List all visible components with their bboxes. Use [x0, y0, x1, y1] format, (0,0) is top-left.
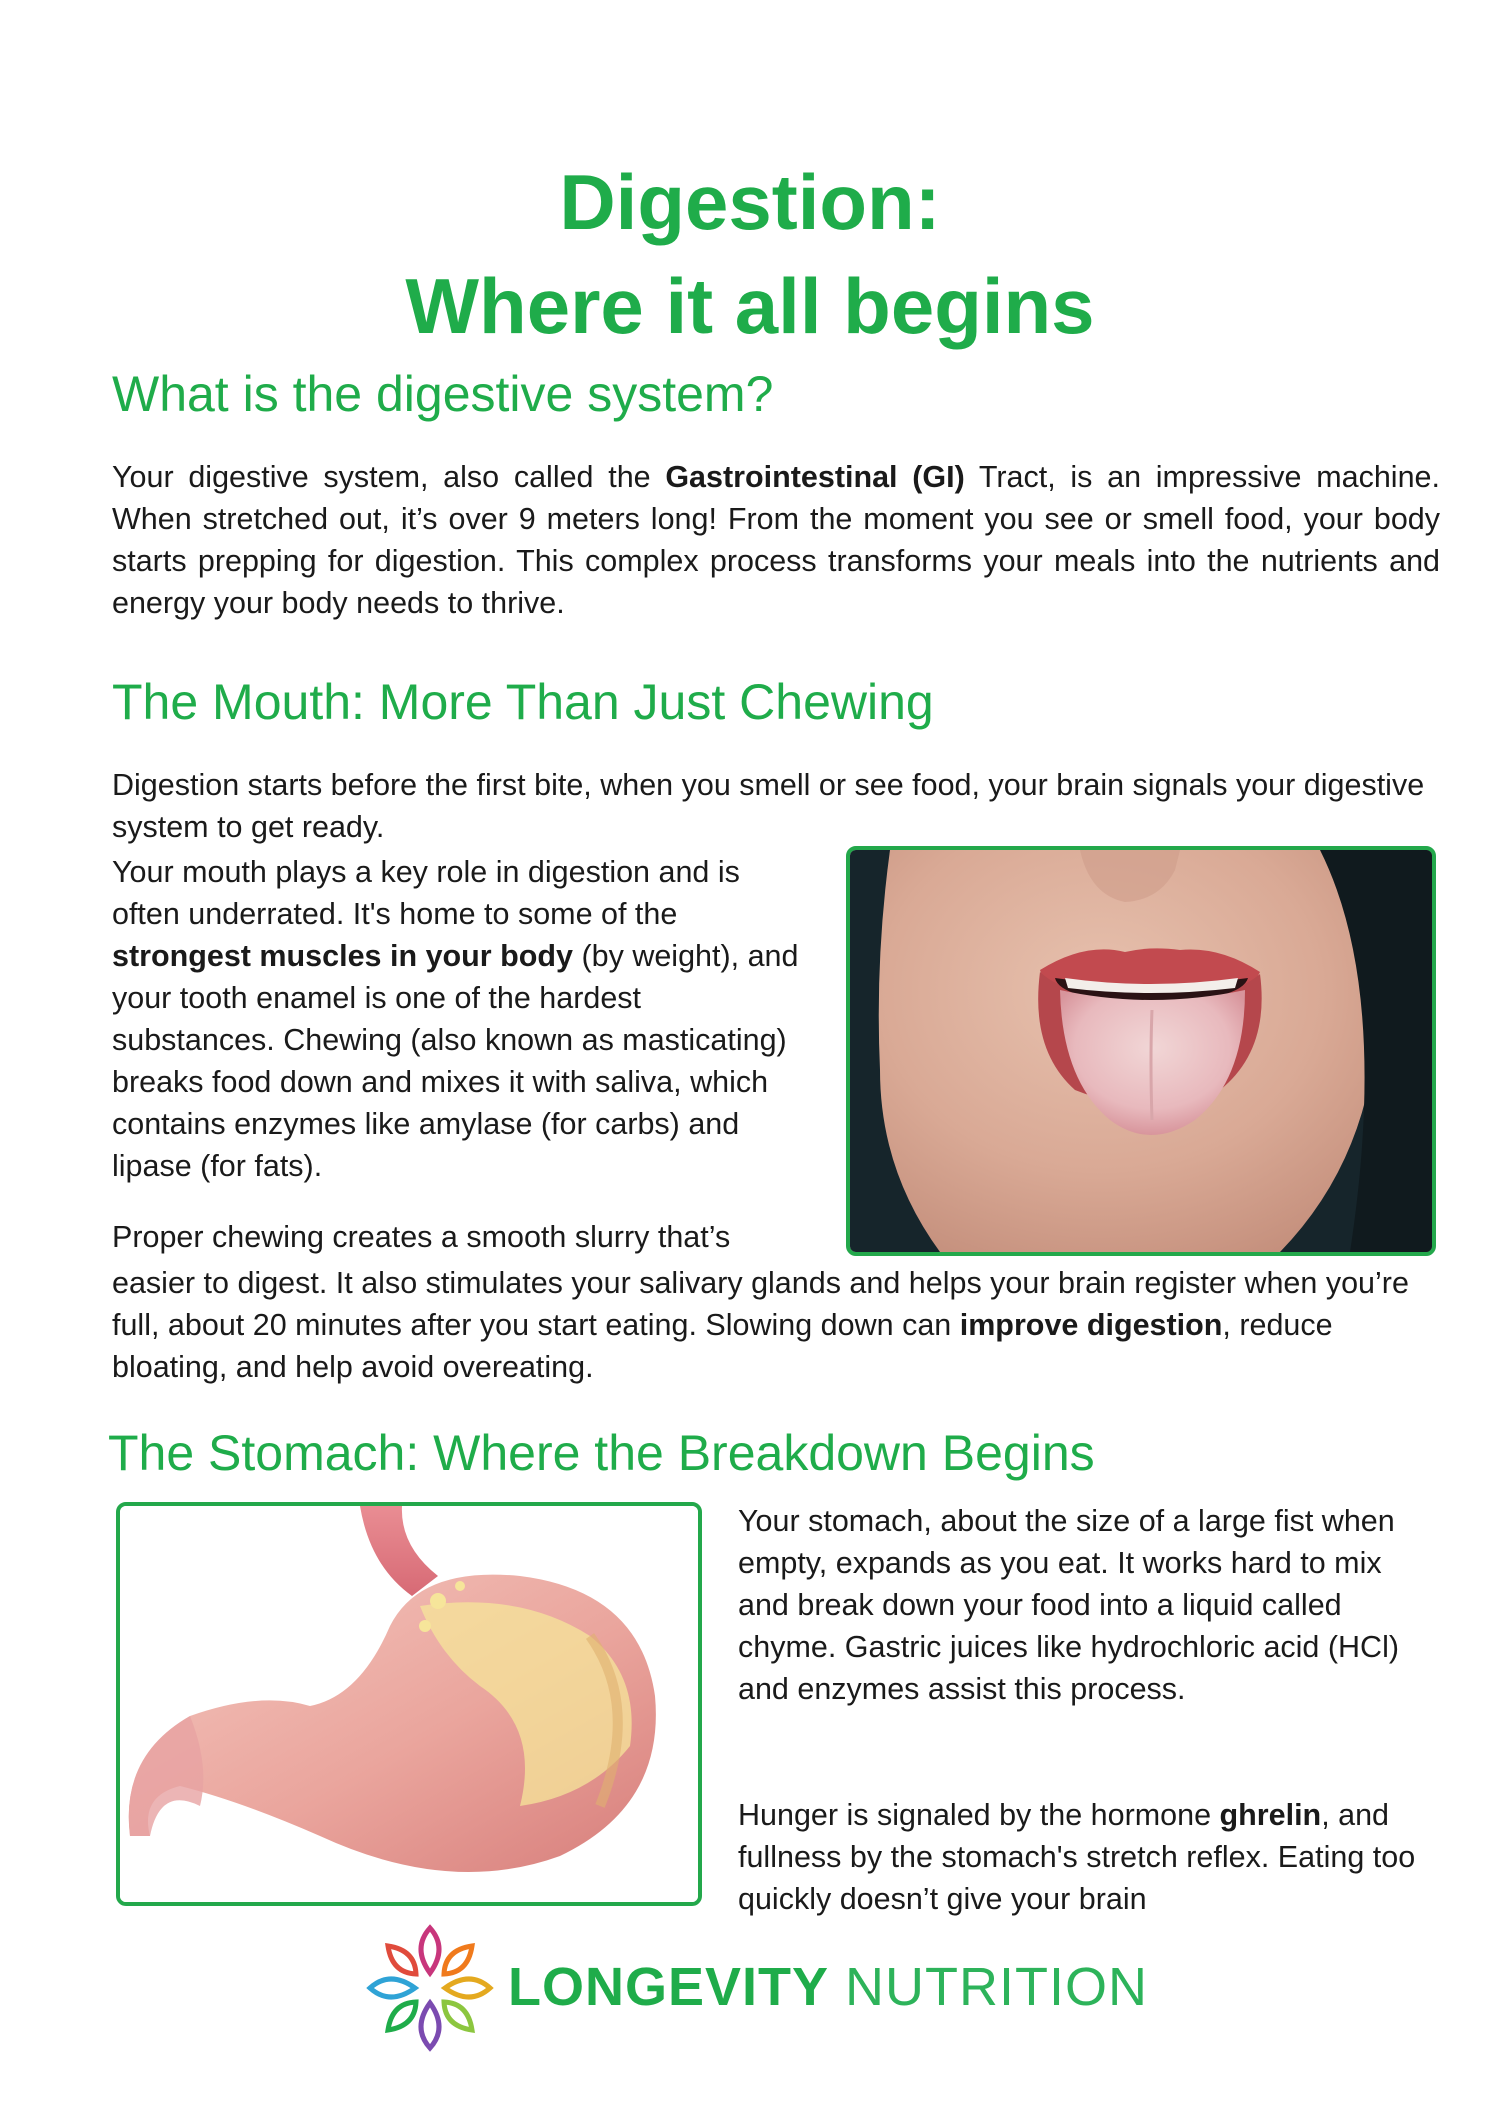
stomach-illustration [120, 1506, 698, 1902]
mouth-photo [846, 846, 1436, 1256]
text-run: Your mouth plays a key role in digestion and is often underrated. It's home to some of the [112, 855, 740, 931]
page-title-line2: Where it all begins [405, 262, 1095, 350]
stomach-illustration-frame [116, 1502, 702, 1906]
paragraph-digestive-system [112, 456, 1440, 624]
brand-wordmark [508, 1956, 1148, 2018]
brand-logo [360, 1918, 1160, 2058]
paragraph-mouth-detail [112, 851, 802, 1187]
text-run: (by weight), and your tooth enamel is one of the hardest substances. Chewing (also known as masticating) breaks food down and mixes it with saliva, which contains enzymes like amylase (for carbs) and lipase (for fats). [112, 939, 799, 1183]
flower-logo-icon [360, 1918, 500, 2058]
paragraph-mouth-intro: Digestion starts before the first bite, when you smell or see food, your brain signals your digestive system to get ready. [112, 768, 1425, 844]
section-heading-stomach: The Stomach: Where the Breakdown Begins [108, 1425, 1095, 1481]
text-run: Your digestive system, also called the [112, 460, 666, 494]
text-run: Hunger is signaled by the hormone [738, 1798, 1220, 1832]
brand-word-longevity: LONGEVITY [508, 1957, 830, 2017]
text-run: easier to digest. It also stimulates your salivary glands and helps your brain register when you’re full, about 20 minutes after you start eating. Slowing down can [112, 1266, 1409, 1342]
paragraph-chewing-first-line: Proper chewing creates a smooth slurry that’s [112, 1220, 731, 1254]
text-run: , reduce bloating, and help avoid overeating. [112, 1308, 1333, 1384]
paragraph-chewing [112, 1262, 1412, 1388]
text-run: , and fullness by the stomach's stretch reflex. Eating too quickly doesn’t give your brain [738, 1798, 1416, 1916]
mouth-illustration [850, 850, 1432, 1252]
paragraph-stomach-1: Your stomach, about the size of a large fist when empty, expands as you eat. It works hard to mix and break down your food into a liquid called chyme. Gastric juices like hydrochloric acid (HCl) and enzymes assist this process. [738, 1504, 1400, 1706]
bold-term-improve-digestion: improve digestion [959, 1308, 1223, 1342]
brand-word-nutrition: NUTRITION [845, 1957, 1149, 2017]
bold-term-strongest-muscles: strongest muscles in your body [112, 939, 573, 973]
section-heading-mouth: The Mouth: More Than Just Chewing [112, 674, 934, 730]
page-title [0, 150, 1500, 358]
bold-term-ghrelin: ghrelin [1219, 1798, 1322, 1832]
bold-term-gi-tract: Gastrointestinal (GI) [665, 460, 965, 494]
paragraph-stomach-2 [738, 1794, 1428, 1920]
page-title-line1: Digestion: [559, 158, 941, 246]
section-heading-digestive-system: What is the digestive system? [112, 366, 774, 422]
text-run: Tract, is an impressive machine. When stretched out, it’s over 9 meters long! From the moment you see or smell food, your body starts prepping for digestion. This complex process transforms your meals into the nutrients and energy your body needs to thrive. [112, 460, 1440, 620]
